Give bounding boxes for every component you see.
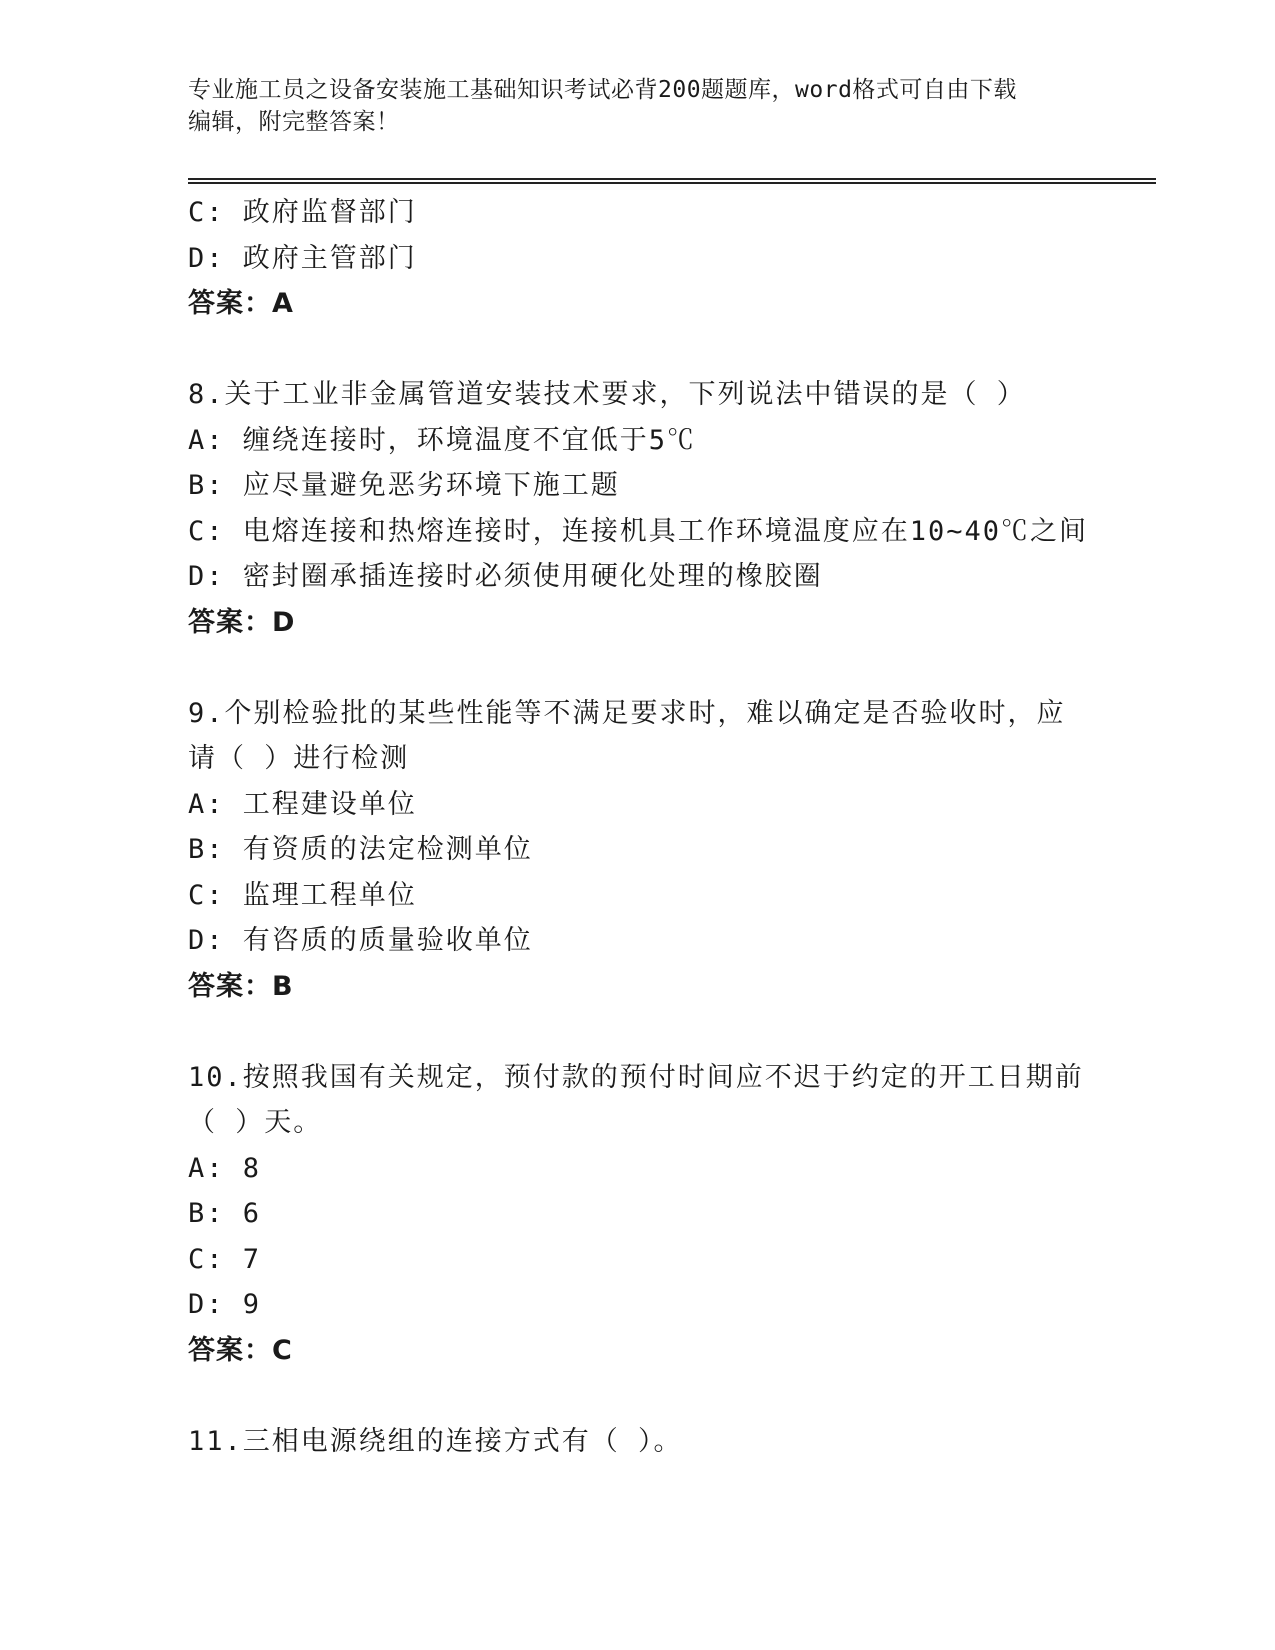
option-d: D: 密封圈承插连接时必须使用硬化处理的橡胶圈 — [188, 561, 823, 592]
option-a: A: 8 — [188, 1152, 262, 1184]
option-c: C: 电熔连接和热熔连接时，连接机具工作环境温度应在10~40℃之间 — [188, 515, 1089, 547]
header-title-line-1: 专业施工员之设备安装施工基础知识考试必背200题题库，word格式可自由下载 — [188, 77, 1017, 103]
question-block — [188, 691, 1088, 1010]
question-text-continued: （ ）天。 — [188, 1107, 323, 1138]
option-a: A: 缠绕连接时，环境温度不宜低于5℃ — [188, 424, 697, 456]
spacer — [188, 1373, 1088, 1419]
spacer — [188, 645, 1088, 691]
question-block — [188, 1419, 1088, 1465]
option-b: B: 有资质的法定检测单位 — [188, 834, 533, 865]
option-c: C: 政府监督部门 — [188, 197, 417, 228]
header-title-line-2: 编辑，附完整答案！ — [188, 109, 400, 135]
spacer — [188, 1009, 1088, 1055]
option-d: D: 有咨质的质量验收单位 — [188, 925, 533, 956]
question-text: 8.关于工业非金属管道安装技术要求，下列说法中错误的是（ ） — [188, 379, 1026, 410]
answer-line: 答案：D — [188, 606, 296, 638]
option-b: B: 6 — [188, 1198, 262, 1229]
question-text: 10.按照我国有关规定，预付款的预付时间应不迟于约定的开工日期前 — [188, 1061, 1084, 1093]
question-block — [188, 372, 1088, 645]
question-block — [188, 1055, 1088, 1374]
option-b: B: 应尽量避免恶劣环境下施工题 — [188, 470, 620, 501]
question-text: 9.个别检验批的某些性能等不满足要求时，难以确定是否验收时，应 — [188, 697, 1066, 729]
answer-line: 答案：C — [188, 1334, 293, 1366]
spacer — [188, 327, 1088, 373]
option-c: C: 监理工程单位 — [188, 879, 417, 911]
option-c: C: 7 — [188, 1243, 262, 1275]
option-a: A: 工程建设单位 — [188, 788, 417, 820]
question-list — [188, 190, 1088, 1464]
page-header — [188, 74, 1088, 138]
answer-line: 答案：A — [188, 288, 294, 319]
question-text-continued: 请（ ）进行检测 — [188, 743, 410, 774]
answer-line: 答案：B — [188, 970, 294, 1002]
option-d: D: 9 — [188, 1289, 262, 1320]
header-divider — [188, 178, 1156, 184]
question-text: 11.三相电源绕组的连接方式有（ ）。 — [188, 1425, 683, 1457]
option-d: D: 政府主管部门 — [188, 242, 417, 274]
question-block — [188, 190, 1088, 327]
